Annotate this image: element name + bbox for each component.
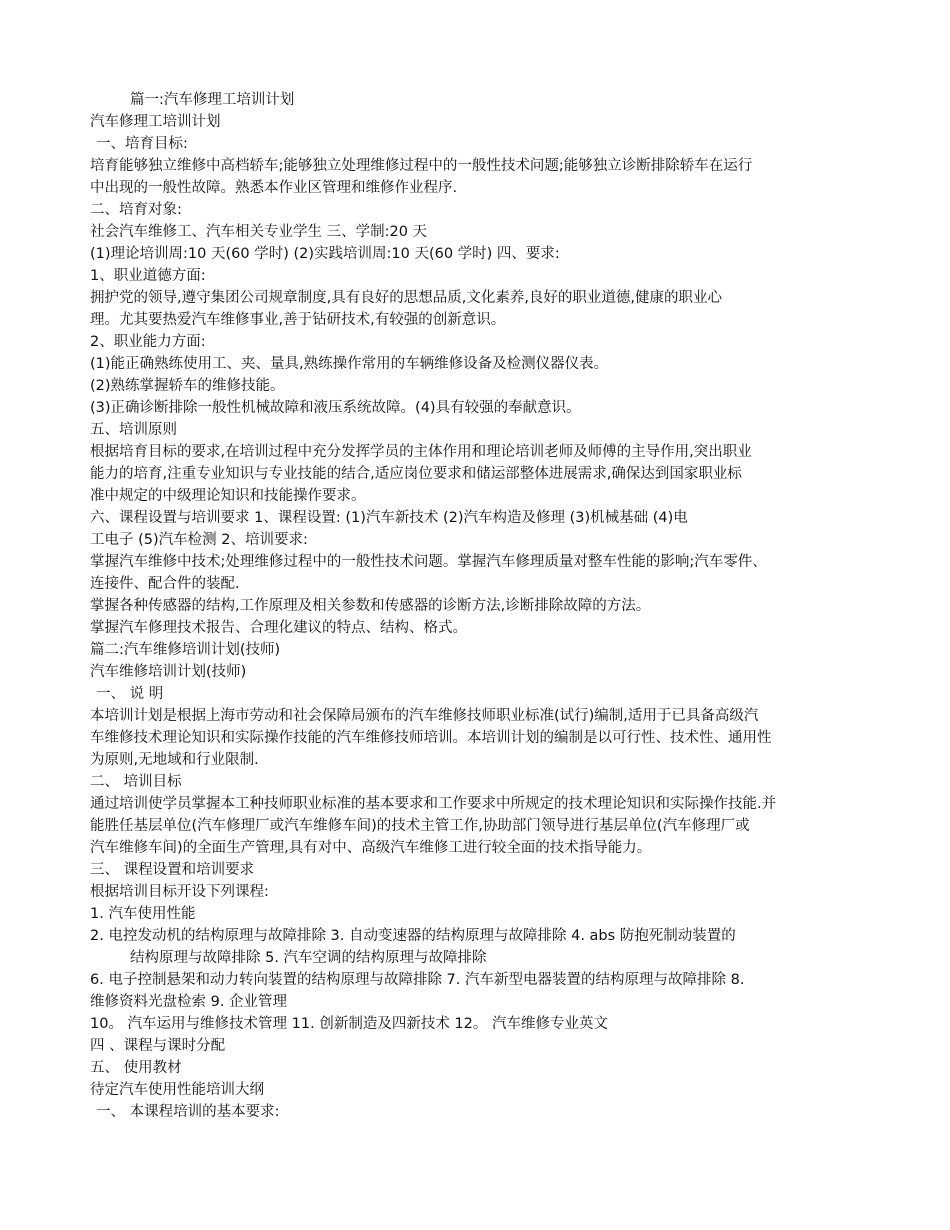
text-line: (2)熟练掌握轿车的维修技能。 — [90, 378, 285, 394]
text-line: (3)正确诊断排除一般性机械故障和液压系统故障。(4)具有较强的奉献意识。 — [90, 400, 581, 416]
text-line: 本培训计划是根据上海市劳动和社会保障局颁布的汽车维修技师职业标准(试行)编制,适用于已具备高级汽 — [90, 708, 759, 724]
text-line: 五、培训原则 — [90, 422, 177, 438]
text-line: 社会汽车维修工、汽车相关专业学生 三、学制:20 天 — [90, 224, 428, 240]
text-line: 掌握汽车修理技术报告、合理化建议的特点、结构、格式。 — [90, 620, 467, 636]
text-line: 二、 培训目标 — [90, 774, 182, 790]
text-line: 汽车维修车间)的全面生产管理,具有对中、高级汽车维修工进行较全面的技术指导能力。 — [90, 840, 652, 856]
text-line: 中出现的一般性故障。熟悉本作业区管理和维修作业程序. — [90, 180, 458, 196]
text-line: 拥护党的领导,遵守集团公司规章制度,具有良好的思想品质,文化素养,良好的职业道德,健康的职业心 — [90, 290, 723, 306]
text-line: 待定汽车使用性能培训大纲 — [90, 1082, 264, 1098]
text-line: (1)能正确熟练使用工、夹、量具,熟练操作常用的车辆维修设备及检测仪器仪表。 — [90, 356, 609, 372]
text-line: 1、职业道德方面: — [90, 268, 206, 284]
text-line: 根据培训目标开设下列课程: — [90, 884, 269, 900]
text-line: 2. 电控发动机的结构原理与故障排除 3. 自动变速器的结构原理与故障排除 4. abs 防抱死制动装置的 — [90, 928, 736, 944]
text-line: 一、培育目标: — [96, 136, 188, 152]
text-line: (1)理论培训周:10 天(60 学时) (2)实践培训周:10 天(60 学时) 四、要求: — [90, 246, 560, 262]
text-line: 掌握各种传感器的结构,工作原理及相关参数和传感器的诊断方法,诊断排除故障的方法。 — [90, 598, 651, 614]
text-line: 根据培育目标的要求,在培训过程中充分发挥学员的主体作用和理论培训老师及师傅的主导作用,突出职业 — [90, 444, 752, 460]
text-line: 一、 说 明 — [96, 686, 164, 702]
text-line: 2、职业能力方面: — [90, 334, 206, 350]
text-line: 连接件、配合件的装配. — [90, 576, 240, 592]
text-line: 理。尤其要热爱汽车维修事业,善于钻研技术,有较强的创新意识。 — [90, 312, 506, 328]
text-line: 6. 电子控制悬架和动力转向装置的结构原理与故障排除 7. 汽车新型电器装置的结构原理与故障排除 8. — [90, 972, 745, 988]
text-line: 准中规定的中级理论知识和技能操作要求。 — [90, 488, 366, 504]
text-line: 结构原理与故障排除 5. 汽车空调的结构原理与故障排除 — [130, 950, 487, 966]
text-line: 10。 汽车运用与维修技术管理 11. 创新制造及四新技术 12。 汽车维修专业英文 — [90, 1016, 609, 1032]
text-line: 四 、课程与课时分配 — [90, 1038, 226, 1054]
text-line: 一、 本课程培训的基本要求: — [96, 1104, 280, 1120]
text-line: 为原则,无地域和行业限制. — [90, 752, 259, 768]
text-line: 能力的培育,注重专业知识与专业技能的结合,适应岗位要求和储运部整体进展需求,确保达到国家职业标 — [90, 466, 742, 482]
text-line: 五、 使用教材 — [90, 1060, 182, 1076]
text-line: 维修资料光盘检索 9. 企业管理 — [90, 994, 288, 1010]
text-line: 1. 汽车使用性能 — [90, 906, 196, 922]
text-line: 三、 课程设置和培训要求 — [90, 862, 255, 878]
text-line: 汽车修理工培训计划 — [90, 114, 221, 130]
text-line: 掌握汽车维修中技术;处理维修过程中的一般性技术问题。掌握汽车修理质量对整车性能的影响;汽车零件、 — [90, 554, 767, 570]
text-line: 车维修技术理论知识和实际操作技能的汽车维修技师培训。本培训计划的编制是以可行性、技术性、通用性 — [90, 730, 772, 746]
text-line: 篇一:汽车修理工培训计划 — [130, 92, 295, 108]
text-line: 培育能够独立维修中高档轿车;能够独立处理维修过程中的一般性技术问题;能够独立诊断排除轿车在运行 — [90, 158, 753, 174]
text-line: 工电子 (5)汽车检测 2、培训要求: — [90, 532, 308, 548]
text-line: 篇二:汽车维修培训计划(技师) — [90, 642, 281, 658]
text-line: 汽车维修培训计划(技师) — [90, 664, 247, 680]
text-line: 二、培育对象: — [90, 202, 182, 218]
text-line: 六、课程设置与培训要求 1、课程设置: (1)汽车新技术 (2)汽车构造及修理 (3)机械基础 (4)电 — [90, 510, 688, 526]
text-line: 能胜任基层单位(汽车修理厂或汽车维修车间)的技术主管工作,协助部门领导进行基层单位(汽车修理厂或 — [90, 818, 750, 834]
text-line: 通过培训使学员掌握本工种技师职业标准的基本要求和工作要求中所规定的技术理论知识和实际操作技能.并 — [90, 796, 777, 812]
